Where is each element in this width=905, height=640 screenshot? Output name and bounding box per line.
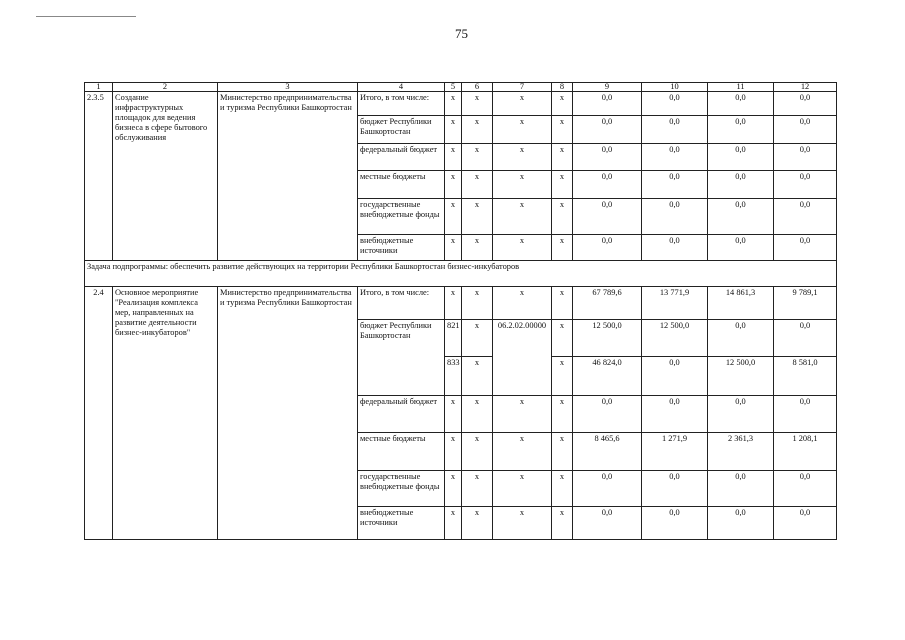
cell: 0,0 bbox=[774, 199, 837, 235]
cell: 0,0 bbox=[774, 471, 837, 507]
cell: 0,0 bbox=[774, 235, 837, 261]
cell: 0,0 bbox=[573, 396, 642, 433]
funding-source: бюджет Республики Башкортостан bbox=[358, 116, 445, 144]
funding-source: Итого, в том числе: bbox=[358, 92, 445, 116]
cell: 0,0 bbox=[708, 171, 774, 199]
cell: 0,0 bbox=[774, 507, 837, 540]
cell: 0,0 bbox=[642, 171, 708, 199]
cell: x bbox=[493, 396, 552, 433]
cell: 14 861,3 bbox=[708, 287, 774, 320]
cell: 0,0 bbox=[573, 144, 642, 171]
measure-name: Создание инфраструктурных площадок для ведения бизнеса в сфере бытового обслуживания bbox=[113, 92, 218, 261]
cell: x bbox=[462, 116, 493, 144]
cell: 833 bbox=[445, 357, 462, 396]
cell: 0,0 bbox=[642, 199, 708, 235]
cell: 12 500,0 bbox=[708, 357, 774, 396]
funding-source: Итого, в том числе: bbox=[358, 287, 445, 320]
cell: x bbox=[445, 235, 462, 261]
col-number: 6 bbox=[462, 83, 493, 92]
cell: x bbox=[552, 144, 573, 171]
row-code: 2.3.5 bbox=[85, 92, 113, 261]
funding-source: государственные внебюджетные фонды bbox=[358, 471, 445, 507]
task-row bbox=[85, 261, 837, 287]
funding-table bbox=[84, 82, 837, 540]
cell: x bbox=[493, 235, 552, 261]
cell: 0,0 bbox=[774, 320, 837, 357]
funding-source: местные бюджеты bbox=[358, 433, 445, 471]
cell: 0,0 bbox=[642, 357, 708, 396]
cell: x bbox=[493, 92, 552, 116]
table-row bbox=[85, 92, 837, 116]
cell: 821 bbox=[445, 320, 462, 357]
cell: 9 789,1 bbox=[774, 287, 837, 320]
cell: 0,0 bbox=[573, 199, 642, 235]
task-text: Задача подпрограммы: обеспечить развитие действующих на территории Республики Башкортостан бизнес-инкубаторов bbox=[85, 261, 837, 287]
cell: 0,0 bbox=[573, 471, 642, 507]
cell: x bbox=[445, 144, 462, 171]
col-number: 1 bbox=[85, 83, 113, 92]
cell: 2 361,3 bbox=[708, 433, 774, 471]
cell: 1 208,1 bbox=[774, 433, 837, 471]
cell: x bbox=[493, 507, 552, 540]
cell: 0,0 bbox=[642, 144, 708, 171]
cell: x bbox=[552, 199, 573, 235]
col-number: 2 bbox=[113, 83, 218, 92]
col-number: 10 bbox=[642, 83, 708, 92]
cell: 0,0 bbox=[774, 396, 837, 433]
funding-source: местные бюджеты bbox=[358, 171, 445, 199]
header-rule bbox=[36, 16, 136, 17]
cell: x bbox=[462, 144, 493, 171]
cell: x bbox=[462, 199, 493, 235]
cell: x bbox=[462, 433, 493, 471]
cell: x bbox=[462, 171, 493, 199]
cell: 0,0 bbox=[708, 507, 774, 540]
cell: x bbox=[445, 396, 462, 433]
cell: x bbox=[462, 507, 493, 540]
cell: x bbox=[462, 357, 493, 396]
cell: 12 500,0 bbox=[573, 320, 642, 357]
col-number: 12 bbox=[774, 83, 837, 92]
cell: x bbox=[462, 235, 493, 261]
cell: x bbox=[552, 116, 573, 144]
cell: x bbox=[552, 92, 573, 116]
cell: 1 271,9 bbox=[642, 433, 708, 471]
cell: x bbox=[552, 171, 573, 199]
cell: x bbox=[445, 92, 462, 116]
cell: x bbox=[445, 471, 462, 507]
measure-name: Основное мероприятие "Реализация комплекса мер, направленных на развитие деятельности бизнес-инкубаторов" bbox=[113, 287, 218, 540]
cell: 0,0 bbox=[708, 116, 774, 144]
cell: 8 465,6 bbox=[573, 433, 642, 471]
cell: 0,0 bbox=[573, 507, 642, 540]
cell: x bbox=[445, 171, 462, 199]
cell: 0,0 bbox=[642, 507, 708, 540]
cell: 0,0 bbox=[573, 171, 642, 199]
cell: x bbox=[462, 92, 493, 116]
cell: x bbox=[445, 287, 462, 320]
cell: 0,0 bbox=[708, 320, 774, 357]
cell: 0,0 bbox=[642, 235, 708, 261]
funding-source: федеральный бюджет bbox=[358, 144, 445, 171]
cell: 13 771,9 bbox=[642, 287, 708, 320]
cell: x bbox=[552, 507, 573, 540]
funding-source: внебюджетные источники bbox=[358, 235, 445, 261]
cell: 0,0 bbox=[774, 171, 837, 199]
cell: x bbox=[462, 471, 493, 507]
cell: 12 500,0 bbox=[642, 320, 708, 357]
page-number: 75 bbox=[455, 26, 468, 41]
cell: x bbox=[462, 287, 493, 320]
funding-source: бюджет Республики Башкортостан bbox=[358, 320, 445, 396]
cell: x bbox=[552, 320, 573, 357]
cell: x bbox=[493, 144, 552, 171]
funding-source: внебюджетные источники bbox=[358, 507, 445, 540]
cell: 0,0 bbox=[708, 144, 774, 171]
cell: x bbox=[552, 396, 573, 433]
cell: x bbox=[552, 433, 573, 471]
col-number: 5 bbox=[445, 83, 462, 92]
cell: x bbox=[493, 471, 552, 507]
col-number: 7 bbox=[493, 83, 552, 92]
cell: 0,0 bbox=[642, 396, 708, 433]
cell: x bbox=[493, 116, 552, 144]
col-number: 3 bbox=[218, 83, 358, 92]
cell: x bbox=[462, 396, 493, 433]
col-number: 9 bbox=[573, 83, 642, 92]
col-number: 8 bbox=[552, 83, 573, 92]
cell: 8 581,0 bbox=[774, 357, 837, 396]
cell: x bbox=[493, 199, 552, 235]
cell: 0,0 bbox=[708, 235, 774, 261]
cell: x bbox=[445, 507, 462, 540]
cell: x bbox=[493, 287, 552, 320]
cell: 0,0 bbox=[642, 471, 708, 507]
col-number: 11 bbox=[708, 83, 774, 92]
cell: 67 789,6 bbox=[573, 287, 642, 320]
cell: 0,0 bbox=[573, 116, 642, 144]
cell: x bbox=[445, 199, 462, 235]
cell: 0,0 bbox=[642, 92, 708, 116]
cell: x bbox=[552, 287, 573, 320]
cell: 0,0 bbox=[708, 199, 774, 235]
cell: x bbox=[552, 471, 573, 507]
executor: Министерство предпринимательства и туризма Республики Башкортостан bbox=[218, 287, 358, 540]
cell: 0,0 bbox=[573, 92, 642, 116]
cell: x bbox=[445, 433, 462, 471]
cell: x bbox=[552, 357, 573, 396]
cell: x bbox=[493, 171, 552, 199]
cell: 0,0 bbox=[774, 144, 837, 171]
cell: x bbox=[493, 433, 552, 471]
cell: 0,0 bbox=[708, 92, 774, 116]
cell: x bbox=[445, 116, 462, 144]
cell: 0,0 bbox=[774, 116, 837, 144]
cell: 46 824,0 bbox=[573, 357, 642, 396]
column-number-row bbox=[85, 83, 837, 92]
row-code: 2.4 bbox=[85, 287, 113, 540]
col-number: 4 bbox=[358, 83, 445, 92]
cell: 06.2.02.00000 bbox=[493, 320, 552, 396]
table-row bbox=[85, 287, 837, 320]
cell: 0,0 bbox=[642, 116, 708, 144]
cell: 0,0 bbox=[708, 396, 774, 433]
cell: 0,0 bbox=[708, 471, 774, 507]
cell: 0,0 bbox=[774, 92, 837, 116]
cell: 0,0 bbox=[573, 235, 642, 261]
cell: x bbox=[552, 235, 573, 261]
funding-source: государственные внебюджетные фонды bbox=[358, 199, 445, 235]
cell: x bbox=[462, 320, 493, 357]
executor: Министерство предпринимательства и туризма Республики Башкортостан bbox=[218, 92, 358, 261]
funding-source: федеральный бюджет bbox=[358, 396, 445, 433]
